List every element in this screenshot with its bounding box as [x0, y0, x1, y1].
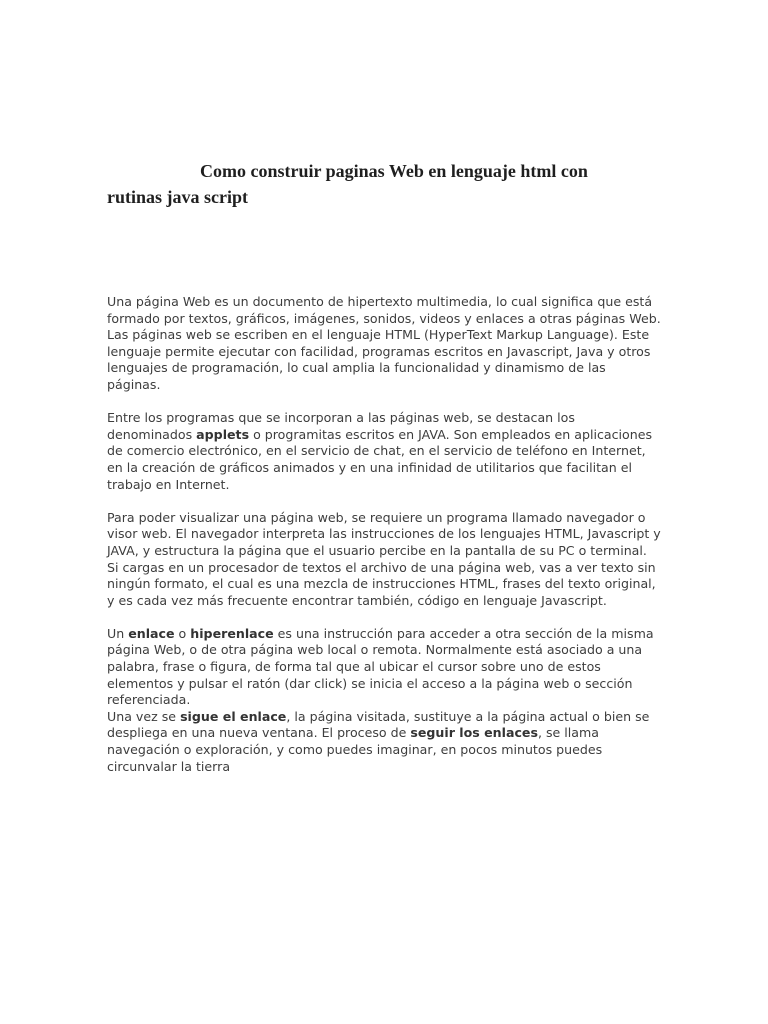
text-segment: Una página Web es un documento de hipertexto multimedia, lo cual significa que está formado por textos, gráficos, imágenes, sonidos, videos y enlaces a otras páginas Web.: [107, 294, 661, 326]
text-segment-bold: hiperenlace: [190, 625, 274, 641]
title-line: rutinas java script: [107, 187, 248, 207]
paragraph: [107, 327, 663, 393]
text-segment: es una instrucción para acceder a otra sección de la misma página Web, o de otra página web local o remota. Normalmente está asociado a una palabra, frase o figura, de forma tal que al ubicar el cursor sobre uno de estos elementos y pulsar el ratón (dar click) se inicia el acceso a la página web o sección referenciada.: [107, 625, 654, 708]
paragraph-block: [107, 294, 663, 394]
paragraph-block: [107, 626, 663, 775]
text-segment-bold: sigue el enlace: [180, 708, 287, 724]
paragraph: [107, 560, 663, 610]
text-segment-bold: applets: [196, 426, 250, 442]
text-segment: o programitas escritos en JAVA. Son empleados en aplicaciones de comercio electrónico, en el servicio de chat, en el servicio de teléfono en Internet, en la creación de gráficos animados y en una infinidad de utilitarios que facilitan el trabajo en Internet.: [107, 426, 653, 492]
document-title: [107, 158, 663, 210]
title-line: Como construir paginas Web en lenguaje html con: [200, 161, 588, 181]
text-segment: Un: [107, 625, 129, 641]
paragraph: [107, 410, 663, 493]
text-segment-bold: enlace: [128, 625, 175, 641]
text-segment: Las páginas web se escriben en el lenguaje HTML (HyperText Markup Language). Este lenguaje permite ejecutar con facilidad, programas escritos en Javascript, Java y otros lenguajes de programación, lo cual amplia la funcionalidad y dinamismo de las páginas.: [107, 327, 651, 392]
paragraph: [107, 626, 663, 709]
text-segment: Para poder visualizar una página web, se requiere un programa llamado navegador o visor web. El navegador interpreta las instrucciones de los lenguajes HTML, Javascript y JAVA, y estructura la página que el usuario percibe en la pantalla de su PC o terminal.: [107, 509, 661, 558]
paragraph: [107, 709, 663, 775]
paragraph: [107, 510, 663, 560]
text-segment-bold: seguir los enlaces: [410, 725, 538, 741]
text-segment: , se llama navegación o exploración, y como puedes imaginar, en pocos minutos puedes circunvalar la tierra: [107, 725, 603, 774]
text-segment: , la página visitada, sustituye a la página actual o bien se despliega en una nueva ventana. El proceso de: [107, 708, 650, 741]
paragraph-block: [107, 510, 663, 610]
text-segment: Si cargas en un procesador de textos el archivo de una página web, vas a ver texto sin ningún formato, el cual es una mezcla de instrucciones HTML, frases del texto original, y es cada vez más frecuente encontrar también, código en lenguaje Javascript.: [107, 559, 656, 608]
document-body: [107, 294, 663, 775]
paragraph-block: [107, 410, 663, 493]
text-segment: Entre los programas que se incorporan a las páginas web, se destacan los denominados: [107, 410, 575, 442]
text-segment: Una vez se: [107, 708, 181, 724]
text-segment: o: [174, 625, 191, 641]
paragraph: [107, 294, 663, 327]
